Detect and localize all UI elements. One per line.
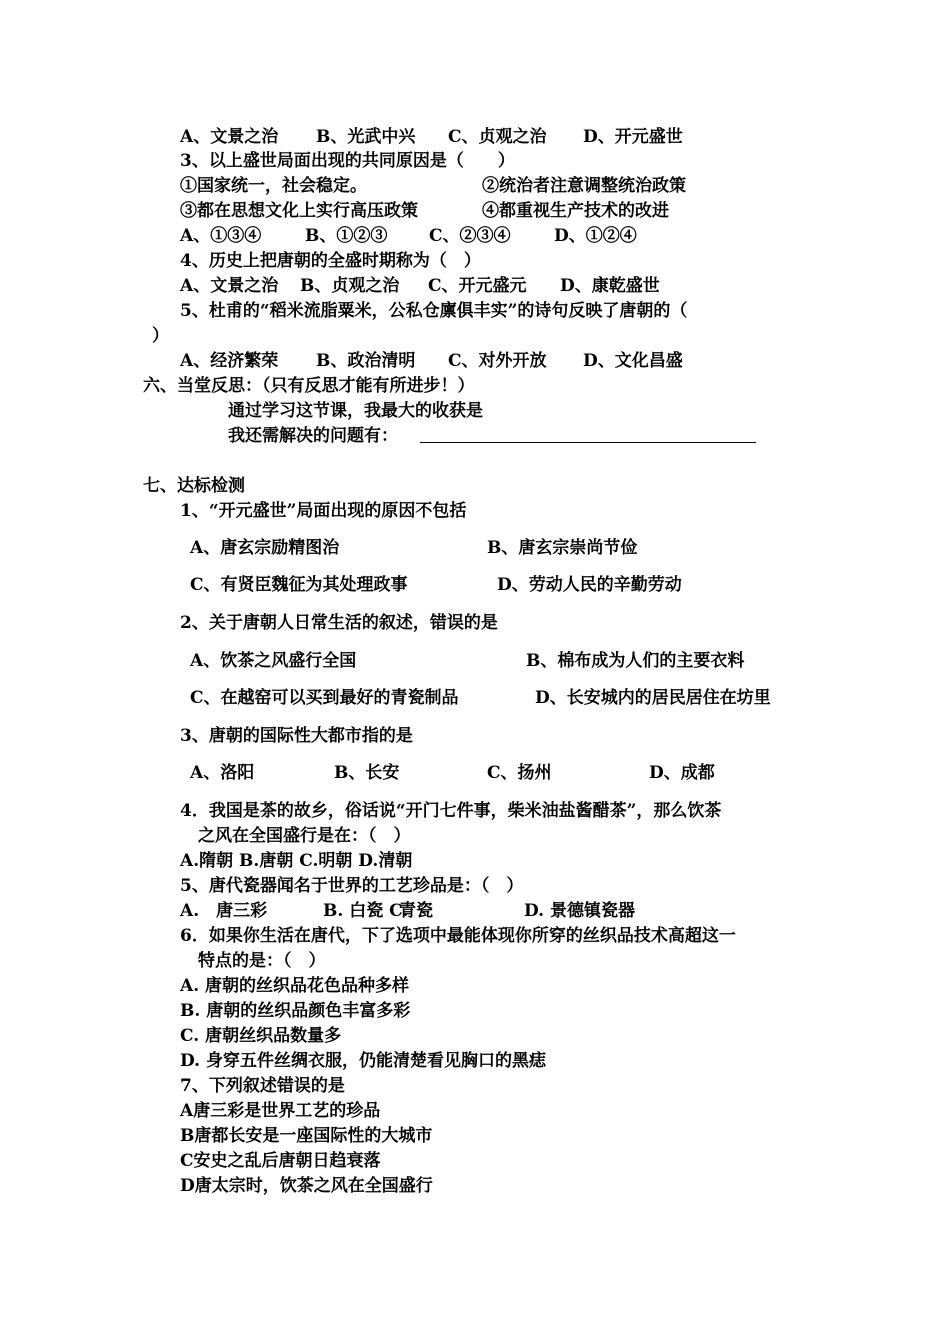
test-q5-option-b: B. 白瓷 C.	[323, 901, 409, 921]
test-q4-options: A.隋朝 B.唐朝 C.明朝 D.清朝	[180, 851, 413, 871]
test-q6-option-c: C. 唐朝丝织品数量多	[180, 1026, 342, 1046]
test-q3-option-b: B、长安	[334, 763, 400, 783]
test-q6-option-b: B. 唐朝的丝织品颜色丰富多彩	[180, 1001, 411, 1021]
test-q7-option-a: A唐三彩是世界工艺的珍品	[180, 1101, 381, 1121]
reflection-issue-line: 我还需解决的问题有：	[228, 426, 398, 446]
test-q3-option-a: A、洛阳	[190, 763, 255, 783]
test-q5-stem: 5、唐代瓷器闻名于世界的工艺珍品是：（ ）	[180, 876, 524, 896]
test-q2-option-b: B、棉布成为人们的主要衣料	[526, 651, 745, 671]
q3-option-c: C、②③④	[429, 226, 511, 246]
q4-option-b: B、贞观之治	[300, 276, 400, 296]
test-q7-option-b: B唐都长安是一座国际性的大城市	[180, 1126, 433, 1146]
q3-statement-3: ③都在思想文化上实行高压政策	[180, 201, 418, 221]
test-q3-option-c: C、扬州	[487, 763, 552, 783]
test-q2-stem: 2、关于唐朝人日常生活的叙述，错误的是	[180, 613, 498, 633]
test-q5-option-a: A. 唐三彩	[180, 901, 268, 921]
q3-statement-1: ①国家统一，社会稳定。	[180, 176, 367, 196]
test-q5-option-c: 青瓷	[399, 901, 433, 921]
test-q1-option-b: B、唐玄宗崇尚节俭	[487, 538, 638, 558]
reflection-gain-line: 通过学习这节课，我最大的收获是	[228, 401, 483, 421]
q3-option-d: D、①②④	[554, 226, 637, 246]
q2-option-a: A、文景之治	[180, 127, 279, 147]
q2-option-c: C、贞观之治	[448, 127, 547, 147]
test-q1-stem: 1、“开元盛世”局面出现的原因不包括	[180, 501, 467, 521]
section-six-heading: 六、当堂反思：（只有反思才能有所进步！）	[143, 376, 475, 396]
test-q6-stem-continued: 特点的是：（ ）	[198, 951, 326, 971]
q5-option-b: B、政治清明	[316, 351, 416, 371]
q5-option-a: A、经济繁荣	[180, 351, 279, 371]
section-seven-heading: 七、达标检测	[143, 476, 245, 496]
q4-option-d: D、康乾盛世	[560, 276, 660, 296]
q5-stem-continued: ）	[152, 326, 169, 346]
test-q2-option-c: C、在越窑可以买到最好的青瓷制品	[190, 688, 459, 708]
test-q1-option-a: A、唐玄宗励精图治	[190, 538, 340, 558]
q5-option-d: D、文化昌盛	[583, 351, 683, 371]
test-q4-stem-continued: 之风在全国盛行是在：（ ）	[198, 826, 411, 846]
test-q1-option-c: C、有贤臣魏征为其处理政事	[190, 575, 408, 595]
test-q3-option-d: D、成都	[649, 763, 715, 783]
q3-option-b: B、①②③	[305, 226, 388, 246]
test-q5-option-d: D. 景德镇瓷器	[524, 901, 635, 921]
test-q6-stem: 6．如果你生活在唐代，下了选项中最能体现你所穿的丝织品技术高超这一	[180, 926, 736, 946]
test-q1-option-d: D、劳动人民的辛勤劳动	[497, 575, 682, 595]
test-q4-stem: 4．我国是茶的故乡，俗话说“开门七件事，柴米油盐酱醋茶”，那么饮茶	[180, 801, 722, 821]
q3-statement-2: ②统治者注意调整统治政策	[482, 176, 686, 196]
q3-option-a: A、①③④	[180, 226, 262, 246]
q4-option-a: A、文景之治	[180, 276, 279, 296]
test-q7-option-d: D唐太宗时，饮茶之风在全国盛行	[180, 1176, 433, 1196]
q5-stem: 5、杜甫的“稻米流脂粟米，公私仓廪俱丰实”的诗句反映了唐朝的（	[180, 301, 688, 321]
test-q2-option-d: D、长安城内的居民居住在坊里	[535, 688, 771, 708]
q3-statement-4: ④都重视生产技术的改进	[482, 201, 669, 221]
test-q2-option-a: A、饮茶之风盛行全国	[190, 651, 357, 671]
q4-option-c: C、开元盛元	[428, 276, 527, 296]
q3-stem: 3、以上盛世局面出现的共同原因是（ ）	[180, 151, 515, 171]
test-q6-option-a: A. 唐朝的丝织品花色品种多样	[180, 976, 410, 996]
q2-option-b: B、光武中兴	[316, 127, 416, 147]
test-q7-option-c: C安史之乱后唐朝日趋衰落	[180, 1151, 381, 1171]
q2-option-d: D、开元盛世	[583, 127, 683, 147]
test-q3-stem: 3、唐朝的国际性大都市指的是	[180, 726, 413, 746]
q5-option-c: C、对外开放	[448, 351, 547, 371]
test-q6-option-d: D. 身穿五件丝绸衣服，仍能清楚看见胸口的黑痣	[180, 1051, 546, 1071]
test-q7-stem: 7、下列叙述错误的是	[180, 1076, 345, 1096]
q4-stem: 4、历史上把唐朝的全盛时期称为（ ）	[180, 251, 481, 271]
answer-blank-line[interactable]	[420, 442, 756, 443]
